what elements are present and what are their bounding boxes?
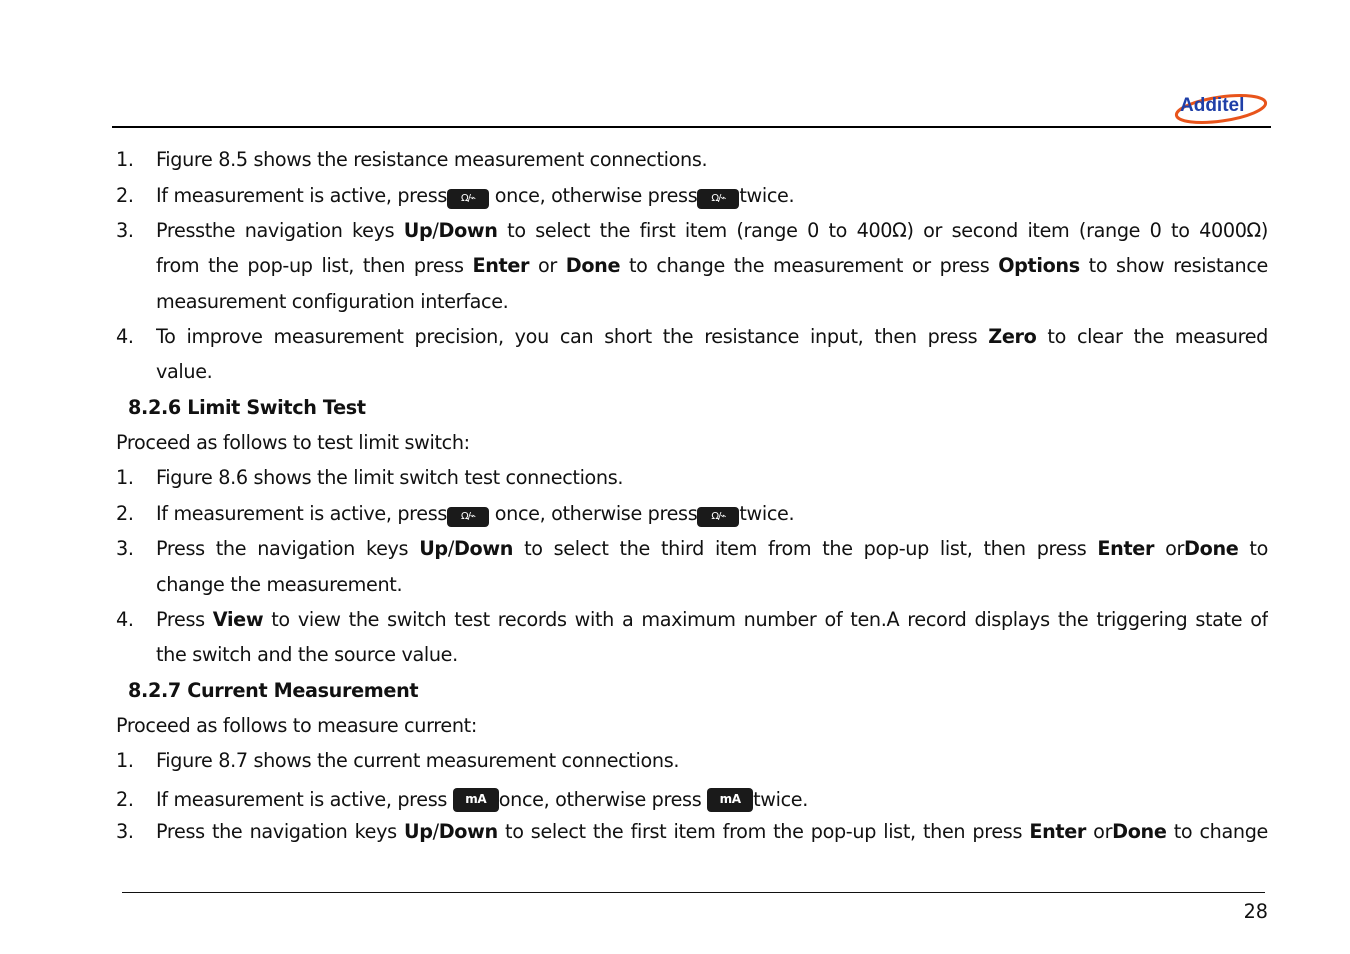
section-heading: 8.2.7 Current Measurement — [128, 679, 419, 702]
resistance-key-icon: Ω/⌁ — [697, 189, 739, 209]
footer-rule — [122, 892, 1265, 893]
header-rule — [112, 126, 1271, 128]
page-number: 28 — [1243, 900, 1268, 923]
svg-text:Additel: Additel — [1180, 95, 1245, 116]
list-item-text: measurement configuration interface. — [156, 290, 509, 313]
list-item: 1. Figure 8.5 shows the resistance measurement connections. — [116, 148, 708, 171]
list-item-text: change the measurement. — [156, 573, 403, 596]
list-item-text: Press View to view the switch test records with a maximum number of ten.A record displays the triggering state of — [156, 608, 1268, 631]
list-item-text: value. — [156, 360, 213, 383]
list-item: 2. If measurement is active, press Ω/⌁ once, otherwise press Ω/⌁ twice. — [116, 502, 795, 525]
additel-logo — [1172, 88, 1270, 126]
list-item: 3. — [116, 820, 134, 843]
list-item: 3. — [116, 219, 134, 242]
list-item: 2. If measurement is active, press Ω/⌁ once, otherwise press Ω/⌁ twice. — [116, 184, 795, 207]
section-heading: 8.2.6 Limit Switch Test — [128, 396, 366, 419]
list-item: 4. — [116, 325, 134, 348]
list-item-text: the switch and the source value. — [156, 643, 458, 666]
list-item-text: Pressthe navigation keys Up/Down to select the first item (range 0 to 400Ω) or second item (range 0 to 4000Ω) — [156, 219, 1268, 242]
ma-key-icon: mA — [453, 788, 499, 812]
section-intro: Proceed as follows to test limit switch: — [116, 431, 470, 454]
resistance-key-icon: Ω/⌁ — [447, 189, 489, 209]
list-item-text: Press the navigation keys Up/Down to select the third item from the pop-up list, then press Enter orDone to — [156, 537, 1268, 560]
resistance-key-icon: Ω/⌁ — [697, 507, 739, 527]
list-item: 1. Figure 8.6 shows the limit switch test connections. — [116, 466, 624, 489]
ma-key-icon: mA — [707, 788, 753, 812]
section-intro: Proceed as follows to measure current: — [116, 714, 477, 737]
list-item: 4. — [116, 608, 134, 631]
list-item: 2. If measurement is active, press mA once, otherwise press mA twice. — [116, 788, 809, 811]
list-item: 1. Figure 8.7 shows the current measurement connections. — [116, 749, 680, 772]
resistance-key-icon: Ω/⌁ — [447, 507, 489, 527]
list-item-text: from the pop-up list, then press Enter or Done to change the measurement or press Options to show resistance — [156, 254, 1268, 277]
list-item-text: To improve measurement precision, you can short the resistance input, then press Zero to clear the measured — [156, 325, 1268, 348]
list-item-text: Press the navigation keys Up/Down to select the first item from the pop-up list, then press Enter orDone to change — [156, 820, 1268, 843]
list-item: 3. — [116, 537, 134, 560]
